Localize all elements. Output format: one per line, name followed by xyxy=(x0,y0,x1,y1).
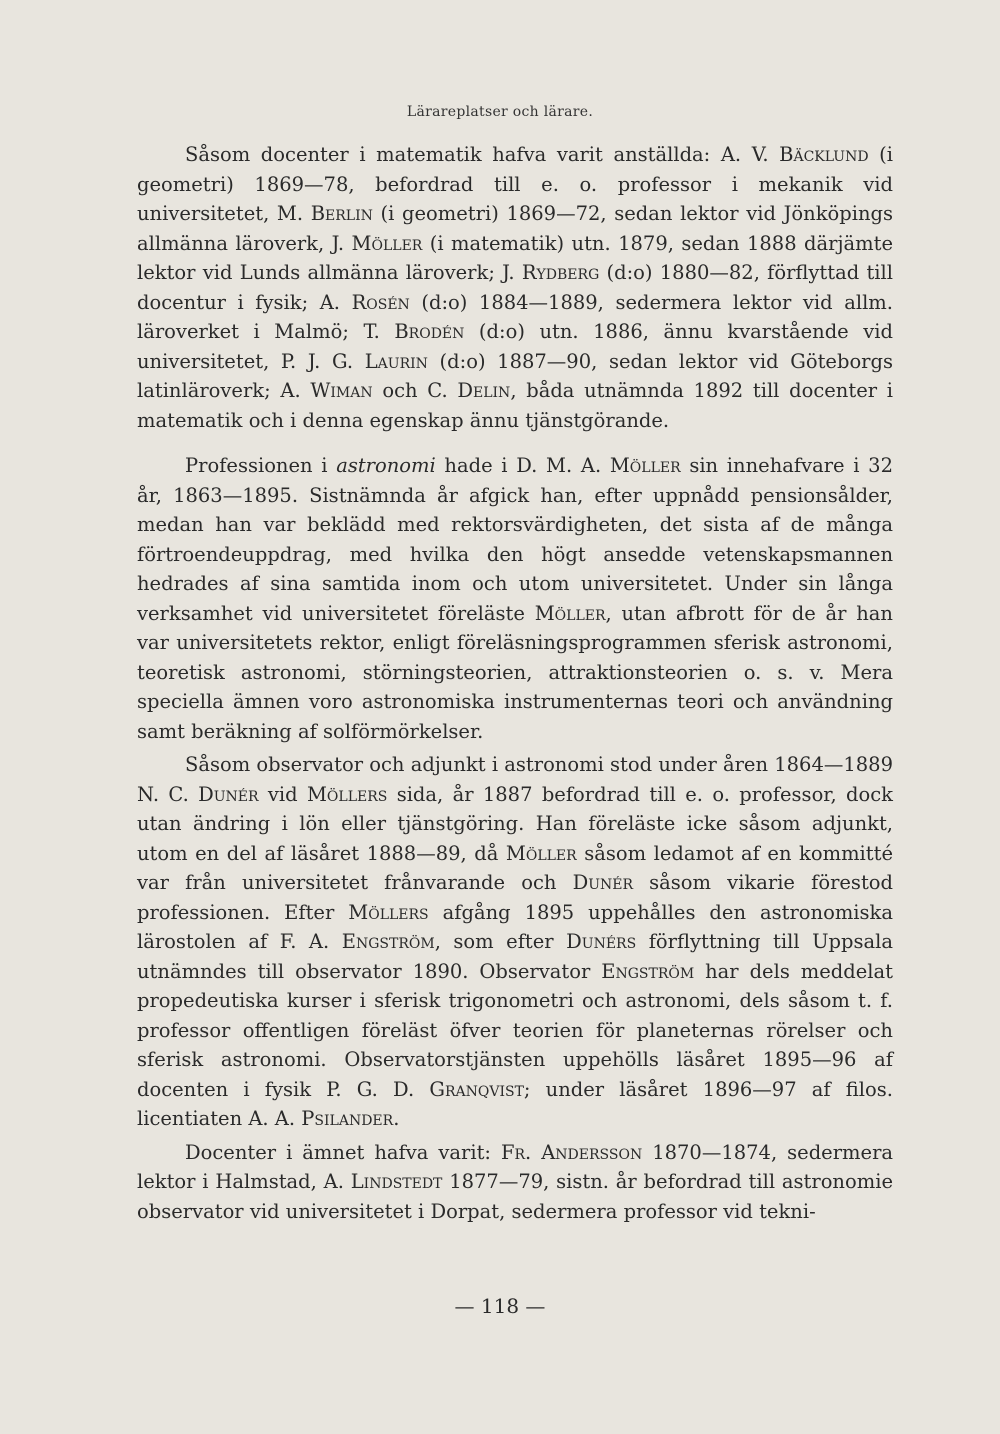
text-run: förflyttning till Uppsala utnämndes till observator 1890. Observator xyxy=(137,930,893,983)
text-run: och C. xyxy=(372,379,458,402)
text-run: sida, år 1887 befordrad till e. o. professor, dock utan ändring i lön eller tjänstgöring. Han föreläste icke såsom adjunkt, utom en del af läsåret 1888—89, då xyxy=(137,782,893,865)
person-name: Laurin xyxy=(364,349,428,373)
text-run: (i matematik) utn. 1879, sedan 1888 därjämte lektor vid Lunds allmänna läroverk; J. xyxy=(137,231,893,284)
text-run: . xyxy=(393,1107,400,1130)
person-name: Möller xyxy=(351,231,423,255)
text-run: Såsom observator och adjunkt i astronomi stod under åren 1864—1889 N. C. xyxy=(137,753,893,806)
text-run: afgång 1895 uppehålles den astronomiska lärostolen af F. A. xyxy=(137,900,893,953)
person-name: Dunérs xyxy=(566,930,637,953)
text-run: sin innehafvare i 32 år, 1863—1895. Sistnämnda år afgick han, efter uppnådd pensionsålder, medan han var beklädd med rektorsvärdigheten, det sista af de många förtroendeuppdrag, med hvilka den högt ansedde vetenskapsmannen hedrades af sina samtida inom och utom universitetet. Under sin långa verksamhet vid universitetet föreläste xyxy=(137,454,893,625)
text-run: , utan afbrott för de år han var universitetets rektor, enligt föreläsningsprogrammen sferisk astronomi, teoretisk astronomi, störningsteorien, attraktionsteorien o. s. v. Mera speciella ämnen voro astronomiska instrumenternas teori och användning samt beräkning af solförmörkelser. xyxy=(137,601,893,743)
page-number: — 118 — xyxy=(454,1294,546,1318)
paragraph-docenter-matematik xyxy=(137,140,893,435)
person-name: Möller xyxy=(609,454,681,477)
paragraph-observator-adjunkt xyxy=(137,750,893,1134)
person-name: Lindstedt xyxy=(350,1170,443,1193)
text-run: har dels meddelat propedeutiska kurser i sferisk trigonometri och astronomi, dels såsom t. f. professor offentligen föreläst öfver teorien för planeternas rörelser och sferisk astronomi. Observatorstjänsten uppehölls läsåret 1895—96 af docenten i fysik P. G. D. xyxy=(137,959,894,1101)
text-run: (d:o) utn. 1886, ännu kvarstående vid universitetet, P. J. G. xyxy=(137,320,893,373)
person-name: Fr. Andersson xyxy=(500,1140,643,1164)
person-name: Wiman xyxy=(310,379,373,402)
text-run: 1877—79, sistn. år befordrad till astronomie observator vid universitetet i Dorpat, sedermera professor vid tekni- xyxy=(137,1170,894,1223)
person-name: Delin xyxy=(457,379,511,402)
person-name: Dunér xyxy=(572,871,634,894)
person-name: Möller xyxy=(534,601,606,625)
person-name: Möllers xyxy=(348,900,429,924)
text-run: ; under läsåret 1896—97 af filos. licentiaten A. A. xyxy=(137,1077,893,1130)
person-name: Möller xyxy=(505,841,577,865)
text-run: 1870—1874, sedermera lektor i Halmstad, A. xyxy=(137,1140,894,1193)
running-head: Lärareplatser och lärare. xyxy=(406,104,594,120)
text-run: vid xyxy=(258,782,307,806)
text-run: (i geometri) 1869—78, befordrad till e. o. professor i mekanik vid universitetet, M. xyxy=(137,143,893,225)
person-name: Rydberg xyxy=(521,261,600,284)
emphasis: astronomi xyxy=(336,454,436,477)
text-run: (d:o) 1887—90, sedan lektor vid Göteborgs latinläroverk; A. xyxy=(137,349,893,402)
text-run: Docenter i ämnet hafva varit: xyxy=(185,1140,501,1164)
person-name: Granqvist xyxy=(429,1077,524,1101)
person-name: Bäcklund xyxy=(779,143,869,166)
paragraph-docenter-amnet xyxy=(137,1138,893,1227)
body-text xyxy=(137,140,893,1226)
text-run: såsom vikarie förestod professionen. Efter xyxy=(137,871,893,924)
person-name: Engström xyxy=(601,959,695,983)
text-run: Professionen i xyxy=(185,454,337,477)
text-run: (d:o) 1884—1889, sedermera lektor vid allm. läroverket i Malmö; T. xyxy=(137,290,893,343)
person-name: Brodén xyxy=(394,320,465,343)
paragraph-professionen-astronomi xyxy=(137,451,893,746)
text-run: , båda utnämnda 1892 till docenter i matematik och i denna egenskap ännu tjänstgörande. xyxy=(137,379,893,432)
person-name: Engström xyxy=(341,930,435,953)
person-name: Rosén xyxy=(351,290,410,314)
person-name: Psilander xyxy=(301,1107,394,1130)
person-name: Berlin xyxy=(310,202,373,225)
text-run: (i geometri) 1869—72, sedan lektor vid Jönköpings allmänna läroverk, J. xyxy=(137,202,894,255)
person-name: Möllers xyxy=(306,782,388,806)
text-run: , som efter xyxy=(434,930,567,953)
text-run: hade i D. M. A. xyxy=(435,454,610,477)
person-name: Dunér xyxy=(198,782,259,806)
text-run: (d:o) 1880—82, förflyttad till docentur i fysik; A. xyxy=(137,261,893,314)
text-run: Såsom docenter i matematik hafva varit anställda: A. V. xyxy=(185,143,780,166)
text-run: såsom ledamot af en kommitté var från universitetet frånvarande och xyxy=(137,841,894,894)
